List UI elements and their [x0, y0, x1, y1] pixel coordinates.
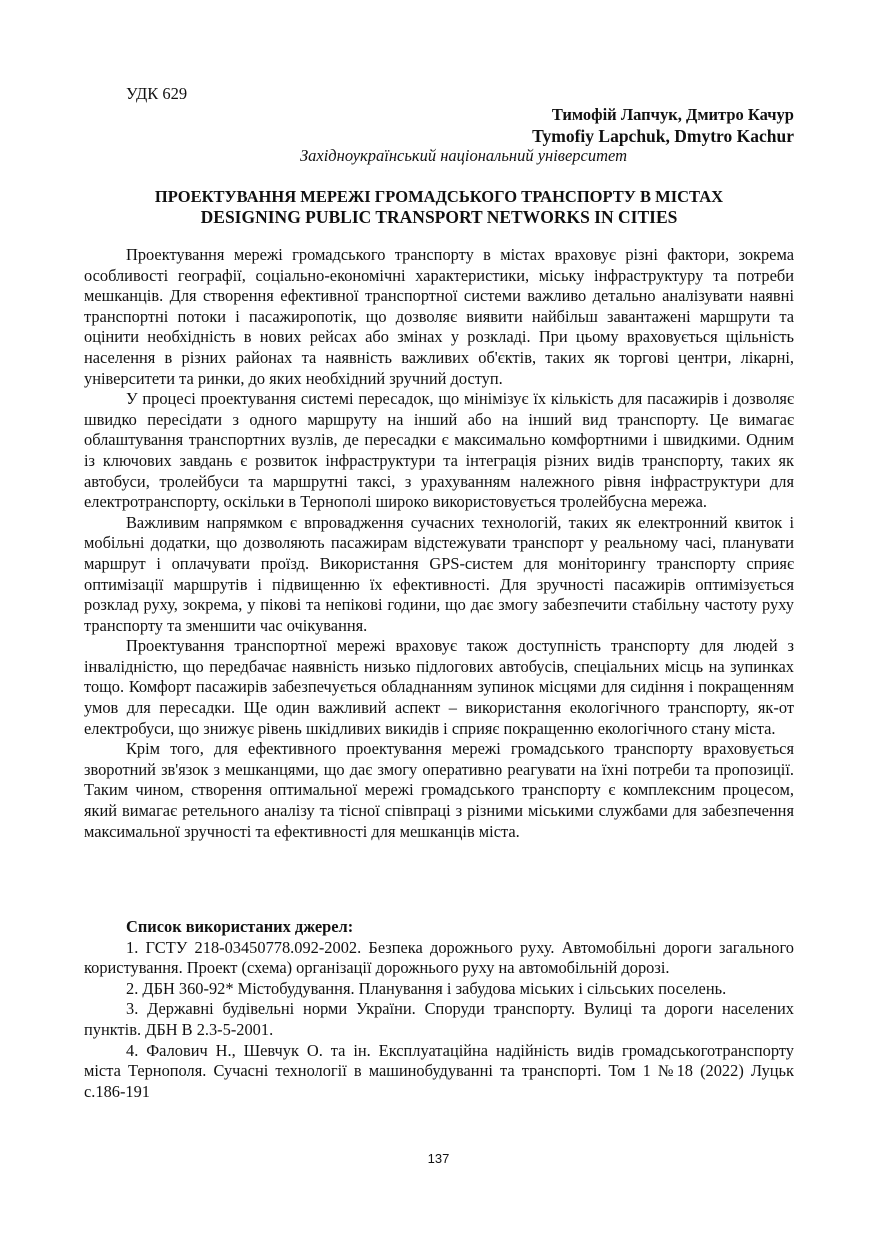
- references-heading: Список використаних джерел:: [126, 917, 354, 936]
- reference-item: 3. Державні будівельні норми України. Споруди транспорту. Вулиці та дороги населених пунктів. ДБН В 2.3-5-2001.: [84, 999, 794, 1039]
- paragraph: Проектування мережі громадського транспорту в містах враховує різні фактори, зокрема особливості географії, соціально-економічні характеристики, міську інфраструктуру та потреби мешканців. Для створення ефективної транспортної системи важливо детально аналізувати наявні транспортні потоки і пасажиропотік, що дозволяє виявити найбільш завантажені маршрути та оцінити необхідність в нових рейсах або змінах у розкладі. При цьому враховується щільність населення в різних районах та наявність важливих об'єктів, таких як торгові центри, лікарні, університети та ринки, до яких необхідний зручний доступ.: [84, 245, 794, 388]
- page-number: 137: [427, 1151, 450, 1166]
- paragraph: Важливим напрямком є впровадження сучасних технологій, таких як електронний квиток і мобільні додатки, що дозволяють пасажирам відстежувати транспорт у реальному часі, планувати маршрут і оплачувати проїзд. Використання GPS-систем для моніторингу транспорту сприяє оптимізації маршрутів і підвищенню їх ефективності. Для зручності пасажирів оптимізується розклад руху, зокрема, у пікові та непікові години, що дає змогу забезпечити стабільну частоту руху транспорту та зменшити час очікування.: [84, 512, 794, 635]
- authors-ua: Тимофій Лапчук, Дмитро Качур: [551, 105, 794, 124]
- references-section: [84, 917, 794, 1102]
- reference-item: 1. ГСТУ 218-03450778.092-2002. Безпека дорожнього руху. Автомобільні дороги загального користування. Проект (схема) організації дорожнього руху на автомобільній дорозі.: [84, 937, 794, 978]
- authors-block: [532, 105, 794, 147]
- article-title: [84, 186, 794, 228]
- title-ua: ПРОЕКТУВАННЯ МЕРЕЖІ ГРОМАДСЬКОГО ТРАНСПОРТУ В МІСТАХ: [154, 187, 724, 206]
- affiliation: Західноукраїнський національний університет: [299, 146, 628, 165]
- udk-code: УДК 629: [126, 84, 188, 103]
- paragraph: У процесі проектування системі пересадок, що мінімізує їх кількість для пасажирів і дозволяє швидко пересідати з одного маршруту на інший або на інший вид транспорту. Це вимагає облаштування транспортних вузлів, де пересадки є максимально комфортними і швидкими. Одним із ключових завдань є розвиток інфраструктури та інтеграція різних видів транспорту, таких як автобуси, тролейбуси та маршрутні таксі, з урахуванням належного рівня інфраструктури для електротранспорту, оскільки в Тернополі широко використовується тролейбусна мережа.: [84, 389, 794, 512]
- authors-en: Tymofiy Lapchuk, Dmytro Kachur: [532, 126, 794, 146]
- reference-item: 4. Фалович Н., Шевчук О. та ін. Експлуатаційна надійність видів громадськоготранспорту міста Тернополя. Сучасні технології в машинобудуванні та транспорті. Том 1 №18 (2022) Луцьк с.186-191: [84, 1040, 794, 1101]
- title-en: DESIGNING PUBLIC TRANSPORT NETWORKS IN CITIES: [200, 207, 678, 227]
- reference-item: 2. ДБН 360-92* Містобудування. Планування і забудова міських і сільських поселень.: [126, 978, 727, 998]
- paragraph: Проектування транспортної мережі враховує також доступність транспорту для людей з інвалідністю, що передбачає наявність низько підлогових автобусів, спеціальних місць на зупинках тощо. Комфорт пасажирів забезпечується обладнанням зупинок місцями для сидіння і покращенням умов для пересадки. Ще один важливий аспект – використання екологічного транспорту, як-от електробуси, що знижує рівень шкідливих викидів і сприяє покращенню екологічного стану міста.: [84, 636, 794, 738]
- article-body: [84, 245, 794, 842]
- paragraph: Крім того, для ефективного проектування мережі громадського транспорту враховується зворотний зв'язок з мешканцями, що дає змогу оперативно реагувати на їхні потреби та пропозиції. Таким чином, створення оптимальної мережі громадського транспорту є комплексним процесом, який вимагає ретельного аналізу та тісної співпраці з різними міськими службами для забезпечення максимальної зручності та ефективності для мешканців міста.: [84, 739, 794, 841]
